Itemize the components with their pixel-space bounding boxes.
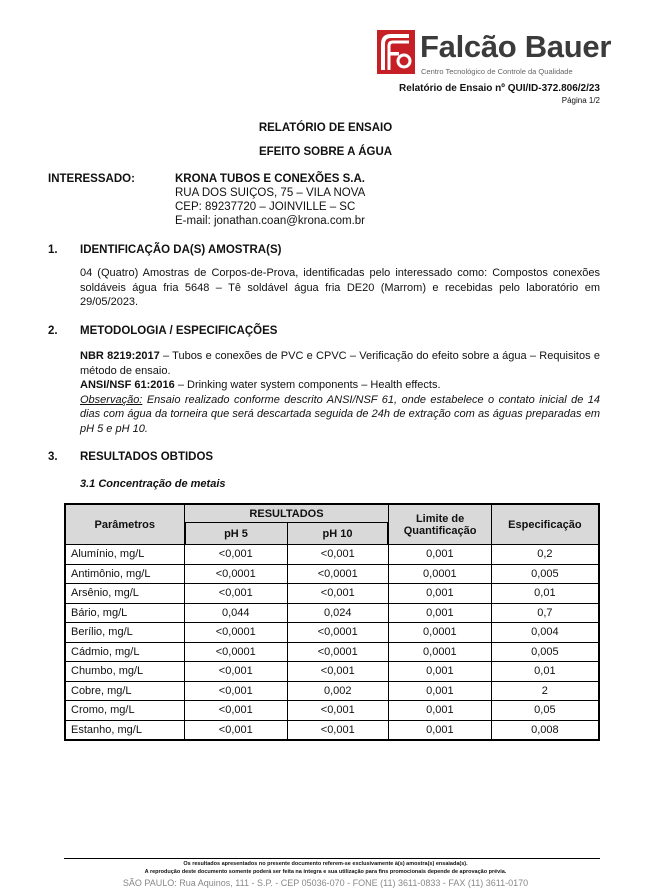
cell-ph10: <0,0001: [287, 564, 388, 584]
cell-ph5: <0,0001: [185, 642, 287, 662]
cell-ph10: <0,001: [287, 720, 388, 740]
section-2-body: [80, 349, 600, 436]
footer-disclaimer-1: Os resultados apresentados no presente documento referem-se exclusivamente à(s) amostra(s) ensaiada(s).: [183, 861, 468, 867]
client-street: RUA DOS SUIÇOS, 75 – VILA NOVA: [175, 187, 366, 199]
company-logo-icon: [377, 30, 415, 74]
table-row: [65, 720, 599, 740]
cell-spec: 0,2: [491, 545, 599, 565]
table-row: [65, 564, 599, 584]
cell-parameter: Berílio, mg/L: [65, 623, 185, 643]
cell-ph5: <0,001: [185, 545, 287, 565]
cell-limit: 0,001: [388, 584, 491, 604]
nbr-code: NBR 8219:2017: [80, 350, 160, 362]
table-row: [65, 662, 599, 682]
report-subtitle: EFEITO SOBRE A ÁGUA: [258, 146, 393, 158]
header-limit: Limite de Quantificação: [388, 504, 491, 545]
nbr-spec: [80, 349, 600, 378]
cell-limit: 0,0001: [388, 564, 491, 584]
section-2-number: 2.: [48, 325, 58, 337]
cell-spec: 0,005: [491, 642, 599, 662]
cell-ph10: <0,001: [287, 584, 388, 604]
table-row: [65, 681, 599, 701]
cell-ph5: <0,001: [185, 720, 287, 740]
cell-limit: 0,001: [388, 662, 491, 682]
header-ph5: pH 5: [185, 523, 287, 545]
observation: [80, 393, 600, 437]
section-3-number: 3.: [48, 451, 58, 463]
cell-ph5: <0,001: [185, 662, 287, 682]
cell-limit: 0,0001: [388, 623, 491, 643]
report-id: Relatório de Ensaio nº QUI/ID-372.806/2/23: [399, 83, 600, 94]
cell-ph5: <0,0001: [185, 564, 287, 584]
ansi-code: ANSI/NSF 61:2016: [80, 379, 175, 391]
observation-label: Observação:: [80, 393, 143, 406]
ansi-spec: [80, 378, 600, 393]
header-specification: Especificação: [491, 504, 599, 545]
cell-ph5: <0,001: [185, 681, 287, 701]
table-row: [65, 545, 599, 565]
footer-divider: [64, 858, 600, 859]
section-1-number: 1.: [48, 244, 58, 256]
cell-ph10: <0,001: [287, 662, 388, 682]
cell-spec: 0,7: [491, 603, 599, 623]
client-company: KRONA TUBOS E CONEXÕES S.A.: [175, 173, 365, 185]
page-number: Página 1/2: [561, 96, 600, 105]
cell-parameter: Cobre, mg/L: [65, 681, 185, 701]
cell-limit: 0,001: [388, 720, 491, 740]
cell-ph5: <0,0001: [185, 623, 287, 643]
cell-ph10: <0,001: [287, 701, 388, 721]
brand-name: Falcão Bauer: [420, 29, 612, 64]
cell-spec: 0,01: [491, 584, 599, 604]
cell-spec: 2: [491, 681, 599, 701]
cell-ph10: <0,0001: [287, 642, 388, 662]
table-row: [65, 701, 599, 721]
section-3-title: RESULTADOS OBTIDOS: [80, 451, 214, 463]
table-row: [65, 623, 599, 643]
interessado-label: INTERESSADO:: [48, 173, 135, 185]
cell-spec: 0,005: [491, 564, 599, 584]
cell-ph5: 0,044: [185, 603, 287, 623]
header-results: RESULTADOS: [185, 504, 389, 523]
cell-parameter: Cromo, mg/L: [65, 701, 185, 721]
cell-spec: 0,004: [491, 623, 599, 643]
results-table: [64, 503, 600, 741]
footer-address: SÃO PAULO: Rua Aquinos, 111 - S.P. - CEP 05036-070 - FONE (11) 3611-0833 - FAX (11) 3611-0170: [122, 878, 529, 888]
table-row: [65, 603, 599, 623]
nbr-text: – Tubos e conexões de PVC e CPVC – Verificação do efeito sobre a água – Requisitos e método de ensaio.: [80, 350, 600, 377]
cell-parameter: Arsênio, mg/L: [65, 584, 185, 604]
cell-spec: 0,008: [491, 720, 599, 740]
section-1-title: IDENTIFICAÇÃO DA(S) AMOSTRA(S): [80, 244, 282, 256]
observation-text: Ensaio realizado conforme descrito ANSI/NSF 61, onde estabelece o contato inicial de 14 dias com água da torneira que será descartada seguida de 24h de extração com as águas preparadas em pH 5 e pH 10.: [80, 393, 600, 435]
cell-parameter: Antimônio, mg/L: [65, 564, 185, 584]
cell-ph10: <0,0001: [287, 623, 388, 643]
client-cep: CEP: 89237720 – JOINVILLE – SC: [175, 201, 356, 213]
cell-limit: 0,001: [388, 701, 491, 721]
cell-limit: 0,0001: [388, 642, 491, 662]
cell-ph5: <0,001: [185, 584, 287, 604]
cell-limit: 0,001: [388, 603, 491, 623]
client-email: E-mail: jonathan.coan@krona.com.br: [175, 215, 366, 227]
cell-limit: 0,001: [388, 545, 491, 565]
header-ph10: pH 10: [287, 523, 388, 545]
cell-spec: 0,01: [491, 662, 599, 682]
table-row: [65, 584, 599, 604]
cell-parameter: Alumínio, mg/L: [65, 545, 185, 565]
cell-parameter: Estanho, mg/L: [65, 720, 185, 740]
section-3-1-subtitle: 3.1 Concentração de metais: [80, 478, 226, 490]
report-title: RELATÓRIO DE ENSAIO: [258, 122, 393, 134]
cell-spec: 0,05: [491, 701, 599, 721]
section-1-text: 04 (Quatro) Amostras de Corpos-de-Prova, identificadas pelo interessado como: Compostos conexões soldáveis água fria 5648 – Tê soldável água fria DE20 (Marrom) e recebidas pelo laboratório em 29/05/2023.: [80, 267, 600, 308]
cell-parameter: Cádmio, mg/L: [65, 642, 185, 662]
cell-parameter: Chumbo, mg/L: [65, 662, 185, 682]
brand-subtitle: Centro Tecnológico de Controle da Qualidade: [421, 67, 573, 76]
cell-ph10: 0,024: [287, 603, 388, 623]
cell-ph10: 0,002: [287, 681, 388, 701]
cell-parameter: Bário, mg/L: [65, 603, 185, 623]
cell-ph5: <0,001: [185, 701, 287, 721]
footer-disclaimer-2: A reprodução deste documento somente poderá ser feita na íntegra e sua utilização para fins promocionais depende de aprovação prévia.: [144, 869, 507, 875]
header-parameters: Parâmetros: [65, 504, 185, 545]
cell-limit: 0,001: [388, 681, 491, 701]
cell-ph10: <0,001: [287, 545, 388, 565]
section-2-title: METODOLOGIA / ESPECIFICAÇÕES: [80, 325, 278, 337]
ansi-text: – Drinking water system components – Health effects.: [174, 379, 441, 391]
table-row: [65, 642, 599, 662]
